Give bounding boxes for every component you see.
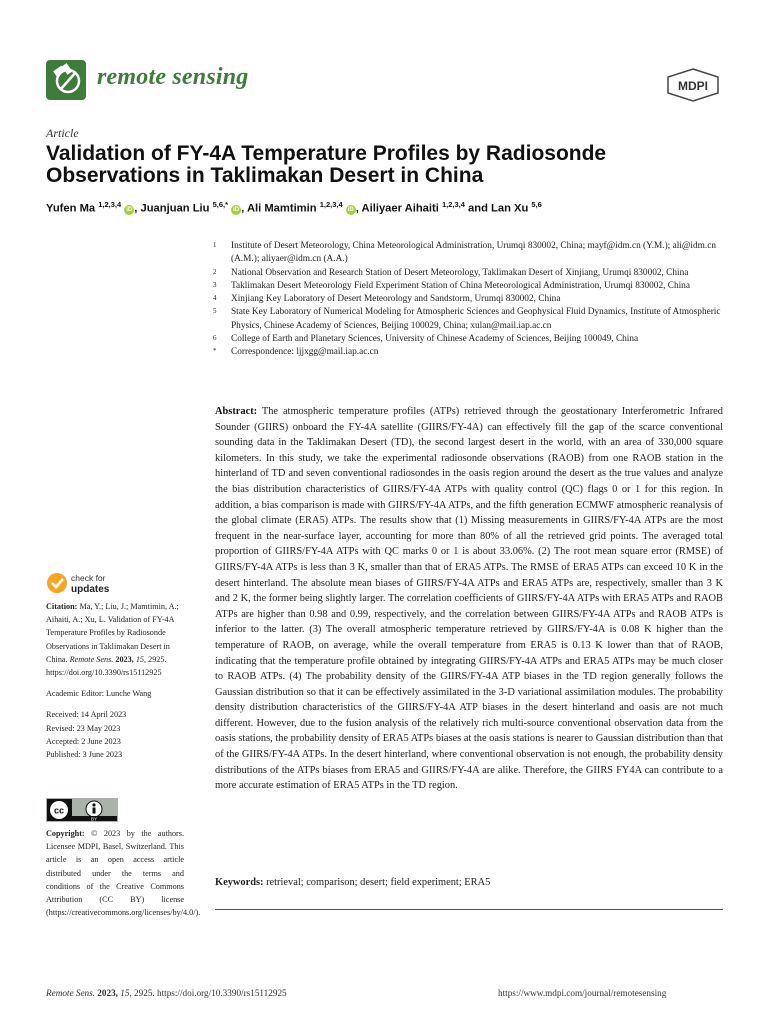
academic-editor: Academic Editor: Lunche Wang: [46, 689, 152, 699]
published-date: Published: 3 June 2023: [46, 750, 123, 760]
copyright-label: Copyright:: [46, 829, 85, 838]
orcid-icon[interactable]: iD: [126, 206, 133, 213]
check-updates-line2: updates: [71, 584, 110, 595]
affiliation-item: 4 Xinjiang Key Laboratory of Desert Meteorology and Sandstorm, Urumqi 830002, China: [213, 294, 561, 305]
author-affil-sup: 5,6: [531, 200, 542, 209]
affiliation-item: 5 State Key Laboratory of Numerical Modeling for Atmospheric Sciences and Geophysical Fluid Dynamics, Institute of Atmospheric Physics, Chinese Academy of Sciences, Beijing 100029, China; xulan@mail.iap.ac.cn: [213, 307, 721, 331]
affiliation-item: 3 Taklimakan Desert Meteorology Field Experiment Station of China Meteorological Administration, Urumqi 830002, China: [213, 280, 690, 291]
author-name: Ailiyaer Aihaiti: [361, 202, 439, 215]
cc-by-license-badge[interactable]: [46, 798, 118, 822]
check-updates-line1: check for: [71, 573, 106, 583]
author-affil-sup: 1,2,3,4: [319, 200, 343, 209]
citation-doi-link[interactable]: 2925. https://doi.org/10.3390/rs15112925: [46, 654, 167, 678]
copyright-text: © 2023 by the authors. Licensee MDPI, Basel, Switzerland. This article is an open access article distributed under the terms and conditions of the Creative Commons Attribution (CC BY) license (https://creativecommons.org/licenses/by/4.0/).: [46, 829, 201, 918]
mdpi-logo: [666, 68, 720, 102]
affiliation-item: 2 National Observation and Research Station of Desert Meteorology, Taklimakan Desert of Xinjiang, Urumqi 830002, China: [213, 267, 689, 278]
revised-date: Revised: 23 May 2023: [46, 723, 121, 733]
author-affil-sup: 1,2,3,4: [98, 200, 122, 209]
footer-citation: Remote Sens. 2023, 15, 2925. https://doi.org/10.3390/rs15112925: [46, 988, 287, 998]
article-info-sidebar: [46, 600, 184, 761]
orcid-icon[interactable]: iD: [347, 206, 354, 213]
orcid-icon[interactable]: iD: [233, 206, 240, 213]
author-name: Juanjuan Liu: [140, 202, 210, 215]
abstract: [215, 404, 723, 794]
article-type: Article: [46, 126, 79, 140]
journal-logo-icon: [46, 60, 90, 100]
author-affil-sup: 5,6,*: [212, 200, 229, 209]
author-name: Lan Xu: [491, 202, 529, 215]
received-date: Received: 14 April 2023: [46, 710, 127, 720]
article-title: Validation of FY-4A Temperature Profiles by Radiosonde Observations in Taklimakan Desert in China: [46, 142, 607, 187]
citation: Citation: Ma, Y.; Liu, J.; Mamtimin, A.; Aihaiti, A.; Xu, L. Validation of FY-4A Temperature Profiles by Radiosonde Observations in Taklimakan Desert in China. Remote Sens. 2023, 15, 2925. https://doi.org/10.3390/rs15112925: [46, 602, 179, 678]
section-divider: [215, 909, 723, 910]
svg-text:cc: cc: [53, 805, 65, 816]
correspondence: * Correspondence: ljjxgg@mail.iap.ac.cn: [213, 347, 379, 358]
affiliation-item: 1 Institute of Desert Meteorology, China Meteorological Administration, Urumqi 830002, China; mayf@idm.cn (Y.M.); ali@idm.cn (A.M.); aliyaer@idm.cn (A.A.): [213, 241, 716, 265]
affiliation-item: 6 College of Earth and Planetary Sciences, University of Chinese Academy of Sciences, Beijing 100049, China: [213, 334, 639, 345]
abstract-label: Abstract:: [215, 406, 258, 417]
keywords: [215, 877, 723, 888]
check-for-updates-button[interactable]: [46, 570, 136, 596]
footer-doi-link[interactable]: 2925. https://doi.org/10.3390/rs15112925: [134, 988, 287, 998]
copyright-notice: [46, 827, 201, 919]
author-name: Yufen Ma: [46, 202, 96, 215]
journal-name: remote sensing: [97, 64, 249, 90]
author-affil-sup: 1,2,3,4: [441, 200, 465, 209]
affiliations: [213, 240, 733, 360]
mdpi-logo-text: MDPI: [678, 79, 708, 93]
author-name: Ali Mamtimin: [246, 202, 317, 215]
footer-journal-url[interactable]: https://www.mdpi.com/journal/remotesensing: [498, 988, 667, 998]
accepted-date: Accepted: 2 June 2023: [46, 736, 121, 746]
author-list: Yufen Ma $^{1,2,3,4}$ iD , Juanjuan Liu $^{5,6,*}$ iD , Ali Mamtimin $^{1,2,3,4}$ iD , Ailiyaer Aihaiti $^{1,2,3,4}$ and Lan Xu $^{5,6}$: [46, 200, 542, 215]
keywords-text: retrieval; comparison; desert; field experiment; ERA5: [266, 877, 491, 888]
keywords-label: Keywords:: [215, 877, 264, 888]
abstract-text: The atmospheric temperature profiles (ATPs) retrieved through the geostationary Interferometric Infrared Sounder (GIIRS) onboard the FY-4A satellite (GIIRS/FY-4A) can effectively fill the gap of the scarce conventional sounding data in the Taklimakan Desert (TD), the second largest desert in the world, with an area of 330,000 square kilometers. In this study, we take the experimental radiosonde observations (RAOB) from one RAOB station in the hinterland of TD and seven conventional radiosondes in the oasis region around the desert as the true values and analyze the bias distribution characteristics of GIIRS/FY-4A ATPs with quality control (QC) flags 0 or 1 for this region. In addition, a bias comparison is made with GIIRS/FY-4A ATPs, and the fifth generation ECMWF atmospheric reanalysis of the global climate (ERA5) ATPs. The results show that (1) Missing measurements in GIIRS/FY-4A ATPs are the most frequent in the near-surface layer, accounting for more than 80% of all the retrieved grid points. The averaged total proportion of GIIRS/FY-4A ATPs with QC marks 0 or 1 is about 33.06%. (2) The root mean square error (RMSE) of GIIRS/FY-4A ATPs is less than 3 K, smaller than that of ERA5 ATPs. The RMSE of ERA5 ATPs can exceed 10 K in the desert hinterland. The absolute mean biases of GIIRS/FY-4A ATPs and ERA5 ATPs are, respectively, smaller than 3 K and 2 K, the former being slightly larger. The correlation coefficients of GIIRS/FY-4A ATPs with ERA5 ATPs and RAOB ATPs are higher than 0.98 and 0.99, respectively, and the correlation between GIIRS/FY-4A ATPs and RAOB ATPs is inferior to the latter. (3) The overall atmospheric temperature retrieved by GIIRS/FY-4A is 0.08 K higher than the temperature of RAOB, on average, while the overall temperature from ERA5 is 0.13 K lower than that of RAOB, indicating that the temperature profile obtained by integrating GIIRS/FY-4A ATPs and ERA5 ATPs may be much closer to RAOB ATPs. (4) The probability density of the GIIRS/FY-4A ATP biases in the TD region generally follows the Gaussian distribution so that it can be effectively assimilated in the 3-D variational assimilation modules. The probability density distribution characteristics of the GIIRS/FY-4A ATP biases in the desert hinterland and oasis are not much different. However, due to the fusion analysis of the relatively rich multi-source conventional observation data from the oasis stations, the probability density of ERA5 ATPs biases at the oasis stations is nearer to Gaussian distribution than that of the GIIRS/FY-4A ATPs. In the desert hinterland, where conventional observation is not enough, the probability density distributions of the ATPs biases from ERA5 and GIIRS/FY-4A are alike. Therefore, the GIIRS FY4A can contribute to a more accurate estimation of ERA5 ATPs in the TD region.: [215, 406, 723, 792]
svg-text:BY: BY: [90, 816, 98, 822]
